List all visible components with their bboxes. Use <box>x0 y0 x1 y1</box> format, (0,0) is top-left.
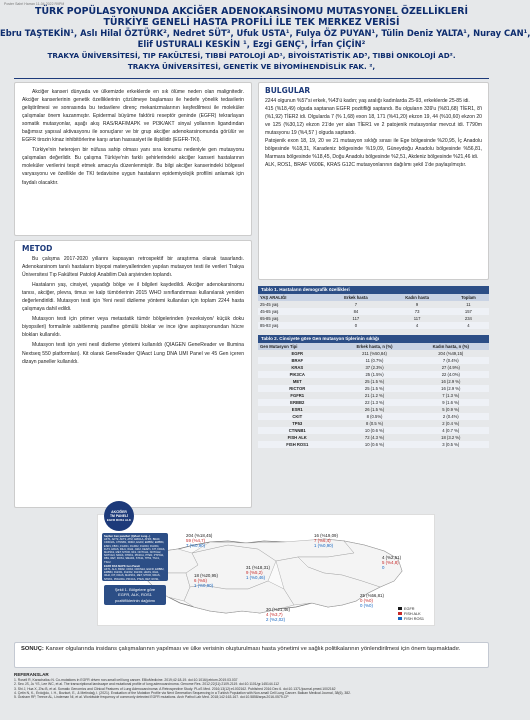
table-cell: 0 <box>325 322 386 329</box>
alk-value: 59 (%4,7) <box>186 538 206 543</box>
figure-caption-line: pozitifliklerinin dağılımı <box>114 597 156 603</box>
gene-name-cell: ESR1 <box>291 407 303 412</box>
table-cell: 10 (0.6 %) <box>337 427 413 434</box>
table-cell: 234 <box>464 316 472 321</box>
table-row <box>258 406 489 413</box>
table-cell: 11 <box>466 302 471 307</box>
intro-paragraph: Akciğer kanseri dünyada ve ülkemizde erkeklerde en sık ölüme neden olan malignitedir. Akciğer kanserlerinin genetik özelliklerinin çözülmeye başlaması ile hedefe yönelik tedavilerin geliştirilmesi ve sonrasında bu tedavilere direnç mekanizmalarının keşfedilmesi ile moleküler çalışmalar önem kazanmıştır. Epidermal büyüme faktörü reseptör geninde (EGFR) tekrarlayan somatik mutasyonlar, aşağı akış RAS/RAF/MAPK ve PI3K/AKT sinyal yollarının ligandından bağımsız yapısal aktivasyonu ile sonuçlanır ve bir grup akciğer adenokarsinomunda görülür ve EGFR tirozin kinaz inhibitörlerine karşı artan hassasiyet ile ilişkilidir (EGFR-TKI). <box>22 89 244 144</box>
figure-caption-line: EGFR, ALK, ROS1 <box>118 592 152 598</box>
egfr-value: 30 (%21,46) <box>266 607 290 612</box>
results-box <box>258 82 489 280</box>
table-row <box>258 427 489 434</box>
table-cell: 16 (2.9 %) <box>441 379 461 384</box>
poster-subtitle: TÜRKİYE GENELİ HASTA PROFİLİ İLE TEK MERKEZ VERİSİ <box>103 17 400 28</box>
conclusion-box <box>14 642 489 668</box>
table-row <box>258 322 489 329</box>
gene-list: AKT1, AKT2, AKT3, ATM, ARID1A, ATRX, BRAF, CDKN2A, CTNNB1, DDR2, EGFR, ERBB2, ERBB4, ESR1, FBX1, FGFR1, FGFR2, FGFR3, FGFR4, FLT3, HRAS, IDH1, IDH2, JAK2, KEAP1, KIT, KRAS, MAP2K1, MET, MTOR, NF1, NOTCH1, NOTCH2, NOTCH3, NRAS, NTRK1, PIK3CA, PTEN, PTPN11, RB1, RET, ROS1, SMAD4, STK11, TP53, TSC1, TSC2 <box>104 538 166 564</box>
ros-value: 7 (%0,90) <box>186 543 206 548</box>
table-row <box>258 357 489 364</box>
egfr-value: 204 (%18,45) <box>186 533 213 538</box>
alk-value: 7 (%6,4) <box>314 538 331 543</box>
table-cell: 8 (0.5%) <box>337 413 413 420</box>
header-divider <box>14 78 489 79</box>
results-paragraph: 415 (%18,49) olguda saptanan EGFR pozitifliği saptandı. Bu olguların 339'u (%81,68) TİER1, 8'i (%1,92) TİER2 idi. Olgularda 7 (% 1,68) exon 18, 171 (%41,20) ekzon 19, 44 (%10,60) ekzon 20 ve 125 (%30,12) ekzon 21'de yer alan TİER1 ve 2 patojenik mutasyonlar mevcut idi. T790m mutasyonu 19 (%4,57 ) olguda saptandı. <box>265 106 482 137</box>
table-cell: 7 (0.4%) <box>413 357 489 364</box>
table-row <box>258 420 489 427</box>
bubble-label-1: AKCİĞER <box>111 510 127 514</box>
table-cell: 8 (0.5 %) <box>366 421 384 426</box>
gene-name-cell: CTNNB1 <box>258 427 337 434</box>
gene-list-title: Seçilen Gen panelleri (QIAact Lung...) <box>104 535 151 538</box>
table-row <box>258 350 489 357</box>
table-cell: 2 (0.4 %) <box>442 421 460 426</box>
table-cell: 204 (%49,15) <box>438 351 464 356</box>
conclusion-label: SONUÇ: <box>21 646 44 652</box>
table-row <box>258 385 489 392</box>
gene-name-cell: PIK3CA <box>258 371 337 378</box>
table-row <box>258 364 489 371</box>
alk-value: 5 (%4,8) <box>382 560 399 565</box>
table2-wrapper <box>258 335 489 448</box>
table-row <box>258 434 489 441</box>
table-cell: 18 (3.2 %) <box>441 435 461 440</box>
region-label-ege <box>194 573 218 588</box>
gene-name-cell: FISH ROS1 <box>258 441 337 448</box>
gene-panel-list <box>102 533 168 584</box>
method-heading: METOD <box>22 244 53 253</box>
table-cell: 22 (4.0%) <box>413 371 489 378</box>
egfr-value: 16 (%19,09) <box>314 533 338 538</box>
table-cell: 9 (1.6 %) <box>413 399 489 406</box>
table1-header: Toplam <box>448 294 489 301</box>
table-cell: 16 (2.9 %) <box>413 385 489 392</box>
region-label-dogu <box>382 555 401 570</box>
results-paragraph: Patojenik exon 18, 19, 20 ve 21 mutasyon sıklığı sırası ile Ege bölgesinde %20,95, İç Anadolu bölgesinde %18,31, Karadeniz bölgesinde %19,09, Güneydoğu Anadolu bölgesinde %56,81, Marmara bölgesinde %18,45, Doğu Anadolu bölgesinde %2,51, Akdeniz bölgesinde %21,46 idi. <box>265 138 482 161</box>
egfr-value: 4 (%2,51) <box>382 555 402 560</box>
gene-name-cell: EGFR <box>291 351 304 356</box>
affiliation-line-1: TRAKYA ÜNİVERSİTESİ, TIP FAKÜLTESİ, TIBBİ PATOLOJİ AD¹, BİYOİSTATİSTİK AD³, TIBBİ ONKOLOJİ AD². <box>47 51 456 60</box>
ros-value: 1 (%0,90) <box>194 583 214 588</box>
table-cell: 85-93 yaş <box>258 322 325 329</box>
method-paragraph: Bu çalışma 2017-2020 yıllarını kapsayan retrospektif bir araştırma olarak tasarlandı. Adenokarsinom tanılı hastaların biyopsi materyallerinden yapılan mutasyon testi ile verileri Trakya Üniversitesi Tıp Fakültesi Patoloji Anabilim Dalı arşivinden toplandı. <box>22 256 244 279</box>
intro-paragraph: Türkiye'nin heterojen bir nüfusa sahip olması yanı sıra konumu nedeniyle gen mutasyonu çalışmaları değerlidir. Bu çalışma Türkiye'nin farklı şehirlerindeki akciğer kanseri hastalarının moleküler verilerini tespit etmek amacıyla düzenlenmiştir. Bu bilgi akciğer kanserindeki bölgesel varyasyonu ve özellikle de TKI tedavisine uygun hastaların epidemiyolojik profilini anlamak için faydalı olacaktır. <box>22 147 244 186</box>
reference-item: 2. Seo JS, Ju YS, Lee WC, et al. The transcriptional landscape and mutational profile of lung adenocarcinoma. Genome Res. 2012;22(11):2109-2119. doi:10.1101/gr.145144.112 <box>14 682 280 687</box>
table1-wrapper <box>258 286 489 329</box>
table-cell: 25 (1.5%) <box>337 371 413 378</box>
region-label-guneydogu <box>360 593 384 608</box>
ros-value: 1 (%0,90) <box>314 543 334 548</box>
references <box>14 672 489 699</box>
figure-map <box>97 510 435 626</box>
table-row <box>258 441 489 448</box>
table-cell: 117 <box>352 316 360 321</box>
table-row <box>258 413 489 420</box>
alk-value: 0 (%0) <box>360 598 373 603</box>
table-cell: 22 (1.3 %) <box>337 399 413 406</box>
reference-item: 5. Graham RP, Treece AL, Lindeman NI, et al. Worldwide frequency of commonly detected EGFR mutations. Arch Pathol Lab Med. 2018;142:163-167. doi:10.5858/arpa.2016-0579-CP <box>14 695 289 700</box>
table-cell: 9 <box>415 302 419 307</box>
table-cell: 211 (%50,84) <box>362 351 387 356</box>
table1-header: Kadın hasta <box>386 294 447 301</box>
region-label-karadeniz <box>314 533 338 548</box>
table2-header: Erkek hasta, n (%) <box>337 343 413 350</box>
table-cell: 11 (0.7%) <box>337 357 413 364</box>
egfr-value: 25 (%56,81) <box>360 593 384 598</box>
gene-list2-title: EGFR RAS MAPK Gen Paneli <box>104 564 140 568</box>
conclusion-text <box>15 643 488 656</box>
legend-label: EGFR <box>404 607 415 611</box>
results-heading: BULGULAR <box>265 86 311 95</box>
table-cell: 7 <box>354 302 358 307</box>
table-cell: 117 <box>413 316 421 321</box>
gene-name-cell: BRAF <box>258 357 337 364</box>
gene-list2: AKT1, ALK, BRAF, CDK4, CDKN2A, EGFR, ERBB2, ERBB3, FGFR1, FGFR2, FGFR3, HRAS, IDH1, IDH2, KIT, KRAS, MAP2K1, MET, MTOR, NRAS, NTRK1, PDGFRA, PIK3CA, PTEN, RET, ROS1, SMAD4, STK11, TP53 <box>104 568 165 584</box>
alk-value: 6 (%5) <box>194 578 207 583</box>
region-label-akdeniz <box>266 607 290 622</box>
references-heading: REFERANSLAR <box>14 672 49 677</box>
table-cell: 4 <box>448 322 489 329</box>
table2-header: Kadın hasta, n (%) <box>413 343 489 350</box>
egfr-value: 31 (%18,31) <box>246 565 270 570</box>
table-cell: 4 (0.7 %) <box>413 427 489 434</box>
gene-name-cell: CKIT <box>258 413 337 420</box>
table-cell: 27 (4.9%) <box>441 365 460 370</box>
table1-caption: Tablo 1. Hastaların demografik özellikleri <box>258 286 489 294</box>
table-cell: 37 (2.3%) <box>365 365 384 370</box>
figure-caption <box>104 585 166 605</box>
results-paragraph: 2244 olgunun %57'si erkek, %43'ü kadın; yaş aralığı kadınlarda 25-93, erkeklerde 25-85 idi. <box>265 98 470 104</box>
authors-line-1: Ebru TAŞTEKİN¹, Aslı Hilal ÖZTÜRK², Nedret SÜT³, Ufuk USTA¹, Fulya ÖZ PUYAN¹, Tülin Deniz YALTA¹, Nuray CAN¹, <box>0 28 530 38</box>
ros-value: 0 (%0) <box>360 603 373 608</box>
table-row <box>258 301 489 308</box>
bubble-label-2: TM PANELİ <box>109 514 129 518</box>
table-cell: 73 <box>386 308 447 315</box>
legend-label: FISH ROS1 <box>404 617 425 621</box>
conclusion-body: Kanser olgularında insidans çalışmalarının yapılması ve ülke verisinin oluşturulması hasta yönetimi ve sağlık politikalarının yönlendirilmesi için önem taşımaktadır. <box>43 646 461 652</box>
table-cell: 5 (0.9 %) <box>442 407 460 412</box>
table-row <box>258 371 489 378</box>
ros-value: 1 (%0,46) <box>246 575 266 580</box>
authors-line-2: Elif USTURALI KESKİN ¹, Ezgi GENÇ¹, İrfan ÇİÇİN² <box>137 39 366 49</box>
table2-caption: Tablo 2. Cinsiyete göre Gen mutasyon tiplerinin sıklığı <box>258 335 489 343</box>
gene-name-cell: MET <box>292 379 302 384</box>
ros-value: 2 (%2,02) <box>266 617 286 622</box>
demographics-table <box>258 294 489 329</box>
reference-item: 1. Rosell R, Karachaliou N. Co-mutations in EGFR driven non-small cell lung cancer. EBioMedicine. 2019;42:18-19. doi:10.1016/j.ebiom.2019.03.037 <box>14 678 238 682</box>
table-cell: 21 (1.2 %) <box>364 393 385 398</box>
table-row <box>258 378 489 385</box>
figure-caption-line: Şekil 1. Bölgelere göre <box>114 587 156 592</box>
table-cell: 4 <box>386 322 447 329</box>
alk-value: 4 (%3,7) <box>266 612 283 617</box>
map-legend <box>398 607 424 622</box>
table-cell: 10 (0.6 %) <box>337 441 413 448</box>
ros-value: 0 <box>382 565 385 570</box>
poster-header <box>0 6 530 72</box>
table-cell: 72 (4.3 %) <box>364 435 385 440</box>
gene-name-cell: KRAS <box>291 365 304 370</box>
bubble-highlight: EGFR ROS1 ALK <box>106 518 132 522</box>
table-row <box>258 315 489 322</box>
table1-header: Erkek hasta <box>325 294 386 301</box>
reference-item: 3. Shi J, Hua X, Zhu B, et al. Somatic Genomics and Clinical Features of Lung Adenocarcinoma: A Retrospective Study. PLoS Med. 2016;13(12):e1002162. Published 2016 Dec 6. doi:10.1371/journal.pmed.1002162 <box>14 686 336 691</box>
table-cell: 157 <box>448 308 489 315</box>
table-cell: 65-85 yaş <box>260 316 279 321</box>
table-cell: 25 (1.5 %) <box>364 379 385 384</box>
table-cell: 25-45 yaş <box>260 302 279 307</box>
legend-item-ros <box>398 617 424 622</box>
reference-item: 4. Çetin N, K., Erdoğdu, I. H., Bozkurt, E., & Metindağ, I. (2021). Evaluation of the Mutation Profile via Next Generation Sequencing in a Turkish Population with Non-small Cell Lung Cancer. Balkan Medical Journal, 38(6), 382. <box>14 690 351 695</box>
table1-header: YAŞ ARALIĞI <box>258 294 325 301</box>
results-paragraph: ALK, ROS1, BRAF V600E, KRAS G12C mutasyonlarının dağılımı şekil 1'de paylaşılmıştır. <box>265 162 467 169</box>
egfr-value: 18 (%20,95) <box>194 573 218 578</box>
legend-label: FISH ALK <box>404 612 421 616</box>
region-label-marmara <box>186 533 212 548</box>
table-cell: 3 (0.5 %) <box>413 441 489 448</box>
poster-title: TÜRK POPÜLASYONUNDA AKCİĞER ADENOKARSİNOMU MUTASYONEL ÖZELLİKLERİ <box>35 6 468 17</box>
method-paragraph: Mutasyon testi için yeni nesil dizileme yöntemi kullanıldı (QIAGEN GeneReader ve Illumina Nextseq 550 platformları). Kit olarak GeneReader QIAact Lung DNA UMI Panel ve 45 Gen içeren dizayn paneller kullanıldı. <box>22 342 244 365</box>
table2-header: Gen Mutasyon Tipi <box>258 343 337 350</box>
gene-name-cell: RICTOR <box>258 385 337 392</box>
alk-value: 9 (%5,2) <box>246 570 263 575</box>
table-cell: 45-65 yaş <box>258 308 325 315</box>
method-paragraph: Hastaların yaş, cinsiyet, yaşadığı bölge ve il bilgileri kaydedildi. Akciğer adenokarsinomu tanısı, akciğer, plevra, timus ve kalp tümörlerinin 2015 WHO sınıflandırması kullanılarak yeniden değerlendirildi. Mutasyon testi için Yeni nesil dizileme yöntemi kullanılan için toplam 2244 hasta çalışmaya dahil edildi. <box>22 282 244 313</box>
table-row <box>258 399 489 406</box>
table-cell: 25 (1.5 %) <box>337 385 413 392</box>
table-cell: 7 (1.3 %) <box>442 393 460 398</box>
table-cell: 2 (0.4%) <box>413 413 489 420</box>
region-label-icanadolu <box>246 565 270 580</box>
method-paragraph: Mutasyon testi için primer veya metastatik tümör bölgelerinden (rezeksiyon/ küçük doku biyopsileri) formalinle sabitlenmiş parafine gömülü bloklar ve ince iğne aspirasyonundan hücre blokları kullanıldı. <box>22 316 244 339</box>
table-cell: 84 <box>325 308 386 315</box>
gene-name-cell: TP53 <box>292 421 303 426</box>
gene-name-cell: ERBB2 <box>258 399 337 406</box>
affiliation-line-2: TRAKYA ÜNİVERSİTESİ, GENETİK VE BİYOMİHENDİSLİK FAK. ², <box>127 62 376 71</box>
panel-bubble <box>104 501 134 531</box>
table-cell: 26 (1.5 %) <box>364 407 385 412</box>
mutation-table <box>258 343 489 448</box>
method-box <box>14 240 252 508</box>
table-row <box>258 308 489 315</box>
table-row <box>258 392 489 399</box>
gene-name-cell: FISH ALK <box>287 435 307 440</box>
file-note: Poster Sabri Harran 11-04-2022 R9PM <box>4 2 65 6</box>
gene-name-cell: FGFR1 <box>290 393 305 398</box>
intro-box <box>14 82 252 236</box>
